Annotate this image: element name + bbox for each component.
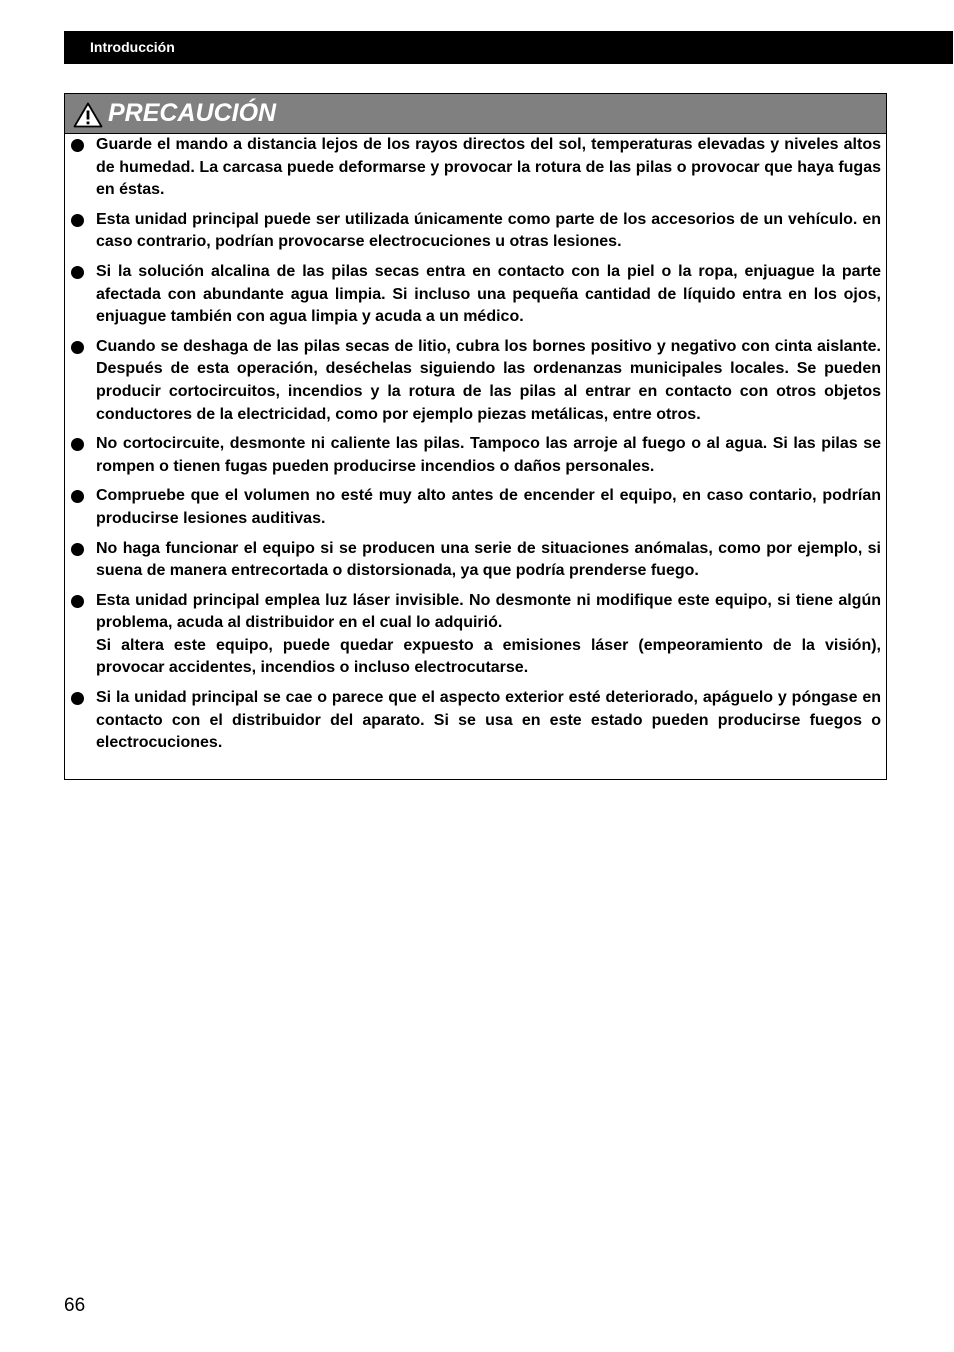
section-header-bar [64,31,953,64]
bullet-icon [71,438,84,451]
section-label: Introducción [90,39,175,55]
caution-list [65,134,886,755]
caution-item [65,134,886,202]
caution-item-text: No cortocircuite, desmonte ni caliente las pilas. Tampoco las arroje al fuego o al agua. Si las pilas se rompen o tienen fugas pueden producirse incendios o daños personales. [96,435,881,475]
caution-item [65,590,886,680]
bullet-icon [71,214,84,227]
caution-item-text: Si la unidad principal se cae o parece que el aspecto exterior esté deteriorado, apáguelo y póngase en contacto con el distribuidor del aparato. Si se usa en este estado pueden producirse fuegos o electrocuciones. [96,689,881,752]
bullet-icon [71,490,84,503]
caution-item-text: Cuando se deshaga de las pilas secas de litio, cubra los bornes positivo y negativo con cinta aislante. Después de esta operación, deséchelas siguiendo las ordenanzas municipales locales. Se pueden producir cortocircuitos, incendios y la rotura de las pilas al entrar en contacto con otros objetos conductores de la electricidad, como por ejemplo piezas metálicas, entre otros. [96,337,881,423]
bullet-icon [71,341,84,354]
caution-header [65,94,886,134]
bullet-icon [71,692,84,705]
caution-item-text: No haga funcionar el equipo si se producen una serie de situaciones anómalas, como por ejemplo, si suena de manera entrecortada o distorsionada, ya que podría prenderse fuego. [96,539,881,580]
caution-item [65,485,886,530]
caution-item [65,209,886,254]
warning-triangle-icon [73,102,103,128]
caution-item [65,538,886,583]
caution-item-text: Esta unidad principal emplea luz láser invisible. No desmonte ni modifique este equipo, si tiene algún problema, acuda al distribuidor en el cual lo adquirió. [96,591,881,632]
caution-box [64,93,887,780]
bullet-icon [71,266,84,279]
caution-item-text: Si la solución alcalina de las pilas secas entra en contacto con la piel o la ropa, enjuague la parte afectada con abundante agua limpia. Si incluso una pequeña cantidad de líquido entra en los ojos, enjuague también con agua limpia y acuda a un médico. [96,262,881,326]
bullet-icon [71,139,84,152]
page-number: 66 [64,1295,86,1316]
bullet-icon [71,595,84,608]
caution-title: PRECAUCIÓN [108,99,277,127]
caution-item [65,687,886,755]
caution-item-text: Esta unidad principal puede ser utilizada únicamente como parte de los accesorios de un vehículo. en caso contrario, podrían provocarse electrocuciones u otras lesiones. [96,210,881,251]
caution-item [65,336,886,426]
bullet-icon [71,543,84,556]
caution-item [65,433,886,478]
caution-item [65,261,886,329]
caution-item-text: Compruebe que el volumen no esté muy alto antes de encender el equipo, en caso contario, podrían producirse lesiones auditivas. [96,487,881,527]
caution-item-text: Guarde el mando a distancia lejos de los rayos directos del sol, temperaturas elevadas y niveles altos de humedad. La carcasa puede deformarse y provocar la rotura de las pilas o provocar que haya fugas en éstas. [96,136,881,199]
caution-item-text: Si altera este equipo, puede quedar expuesto a emisiones láser (empeoramiento de la visión), provocar accidentes, incendios o incluso electrocutarse. [96,636,881,677]
